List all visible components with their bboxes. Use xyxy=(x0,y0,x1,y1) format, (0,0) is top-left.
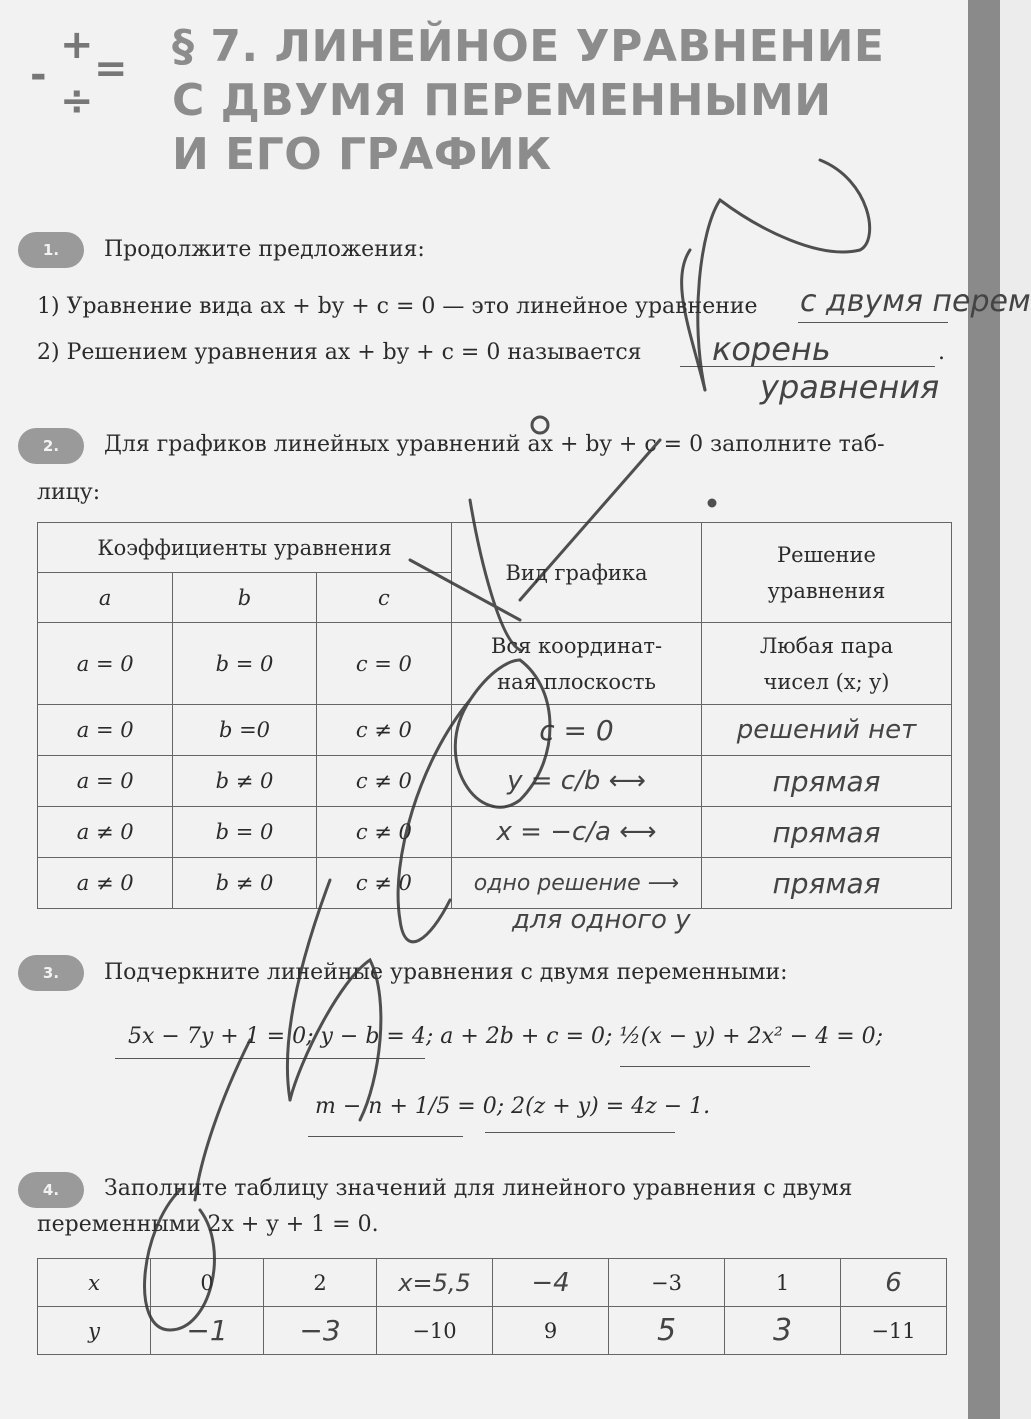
y-value: 5 xyxy=(609,1307,725,1355)
header-solution xyxy=(702,523,952,623)
table-row xyxy=(38,1259,947,1307)
header-solution-2: уравнения xyxy=(767,578,886,603)
answer-1-line xyxy=(798,322,948,323)
cell-solution: решений нет xyxy=(702,705,952,756)
task-1-line-1: 1) Уравнение вида ax + by + c = 0 — это линейное уравнение xyxy=(37,294,758,319)
cell-c: c ≠ 0 xyxy=(316,858,451,909)
task-2-prompt-1: Для графиков линейных уравнений ax + by + c = 0 заполните таб- xyxy=(104,432,885,457)
title-line-1: § 7. ЛИНЕЙНОЕ УРАВНЕНИЕ xyxy=(172,21,885,72)
task-3-equations-2: m − n + 1/5 = 0; 2(z + y) = 4z − 1. xyxy=(315,1094,711,1119)
table-row xyxy=(38,1307,947,1355)
cell-c: c = 0 xyxy=(316,623,451,705)
equals-symbol: = xyxy=(94,46,128,92)
task-3-badge: 3. xyxy=(18,955,84,991)
task-1-answer-2a: корень xyxy=(712,330,831,368)
task-2-note: для одного y xyxy=(512,905,691,935)
cell-c: c ≠ 0 xyxy=(316,807,451,858)
task-2-prompt-2: лицу: xyxy=(37,480,101,505)
header-a: a xyxy=(38,573,173,623)
cell-b: b = 0 xyxy=(173,807,316,858)
task-1-period: . xyxy=(938,340,945,365)
task-4-prompt-2: переменными 2x + y + 1 = 0. xyxy=(37,1212,379,1237)
cell-graph: Вся координат- ная плоскость xyxy=(452,623,702,705)
cell-b: b =0 xyxy=(173,705,316,756)
cell-a: a = 0 xyxy=(38,756,173,807)
cell-solution: Любая пара чисел (x; y) xyxy=(702,623,952,705)
cell-solution: прямая xyxy=(702,807,952,858)
cell-graph: x = −c/a ⟷ xyxy=(452,807,702,858)
cell-a: a ≠ 0 xyxy=(38,807,173,858)
x-value: −4 xyxy=(493,1259,609,1307)
title-line-2: С ДВУМЯ ПЕРЕМЕННЫМИ xyxy=(172,75,832,126)
section-title xyxy=(172,20,952,182)
cell-solution: прямая xyxy=(702,858,952,909)
table-row xyxy=(38,756,952,807)
table-row xyxy=(38,705,952,756)
cell-c: c ≠ 0 xyxy=(316,705,451,756)
task-3-equations-1: 5x − 7y + 1 = 0; y − b = 4; a + 2b + c = 0; ½(x − y) + 2x² − 4 = 0; xyxy=(128,1024,884,1049)
header-b: b xyxy=(173,573,316,623)
task-3-prompt: Подчеркните линейные уравнения с двумя переменными: xyxy=(104,960,788,985)
y-value: −10 xyxy=(377,1307,493,1355)
task-1-answer-1: с двумя перем xyxy=(800,284,1031,319)
cell-graph: c = 0 xyxy=(452,705,702,756)
cell-c: c ≠ 0 xyxy=(316,756,451,807)
y-value: 9 xyxy=(493,1307,609,1355)
y-value: −3 xyxy=(264,1307,377,1355)
table-row xyxy=(38,858,952,909)
cell-a: a = 0 xyxy=(38,623,173,705)
x-value: −3 xyxy=(609,1259,725,1307)
cell-b: b ≠ 0 xyxy=(173,858,316,909)
task-1-prompt: Продолжите предложения: xyxy=(104,237,425,262)
table-row xyxy=(38,807,952,858)
x-value: x=5,5 xyxy=(377,1259,493,1307)
task-1-answer-2b: уравнения xyxy=(760,368,940,406)
header-coefficients: Коэффициенты уравнения xyxy=(38,523,452,573)
values-table xyxy=(37,1258,947,1355)
page-edge xyxy=(968,0,1000,1419)
underline-3 xyxy=(308,1136,463,1137)
x-value: 1 xyxy=(725,1259,841,1307)
task-2-badge: 2. xyxy=(18,428,84,464)
header-solution-1: Решение xyxy=(777,542,876,567)
math-symbols-icon xyxy=(30,22,140,122)
cell-graph: одно решение ⟶ xyxy=(452,858,702,909)
x-value: 0 xyxy=(151,1259,264,1307)
task-4-prompt-1: Заполните таблицу значений для линейного уравнения с двумя xyxy=(104,1176,853,1201)
cell-solution: прямая xyxy=(702,756,952,807)
task-1-line-2: 2) Решением уравнения ax + by + c = 0 называется xyxy=(37,340,642,365)
y-value: −11 xyxy=(841,1307,947,1355)
table-row xyxy=(38,623,952,705)
x-value: 6 xyxy=(841,1259,947,1307)
task-4-badge: 4. xyxy=(18,1172,84,1208)
task-1-badge: 1. xyxy=(18,232,84,268)
header-c: c xyxy=(316,573,451,623)
cell-b: b ≠ 0 xyxy=(173,756,316,807)
plus-symbol: + xyxy=(60,22,94,68)
coefficients-table xyxy=(37,522,952,909)
divide-symbol: ÷ xyxy=(60,78,94,124)
cell-a: a = 0 xyxy=(38,705,173,756)
y-value: −1 xyxy=(151,1307,264,1355)
x-value: 2 xyxy=(264,1259,377,1307)
cell-graph: y = c/b ⟷ xyxy=(452,756,702,807)
underline-1 xyxy=(115,1058,425,1059)
row-label-x: x xyxy=(38,1259,151,1307)
underline-2 xyxy=(620,1066,810,1067)
row-label-y: y xyxy=(38,1307,151,1355)
y-value: 3 xyxy=(725,1307,841,1355)
minus-symbol: - xyxy=(30,52,47,98)
cell-a: a ≠ 0 xyxy=(38,858,173,909)
cell-b: b = 0 xyxy=(173,623,316,705)
title-line-3: И ЕГО ГРАФИК xyxy=(172,129,552,180)
underline-4 xyxy=(485,1132,675,1133)
header-graph-type: Вид графика xyxy=(452,523,702,623)
answer-2-line xyxy=(680,366,935,367)
